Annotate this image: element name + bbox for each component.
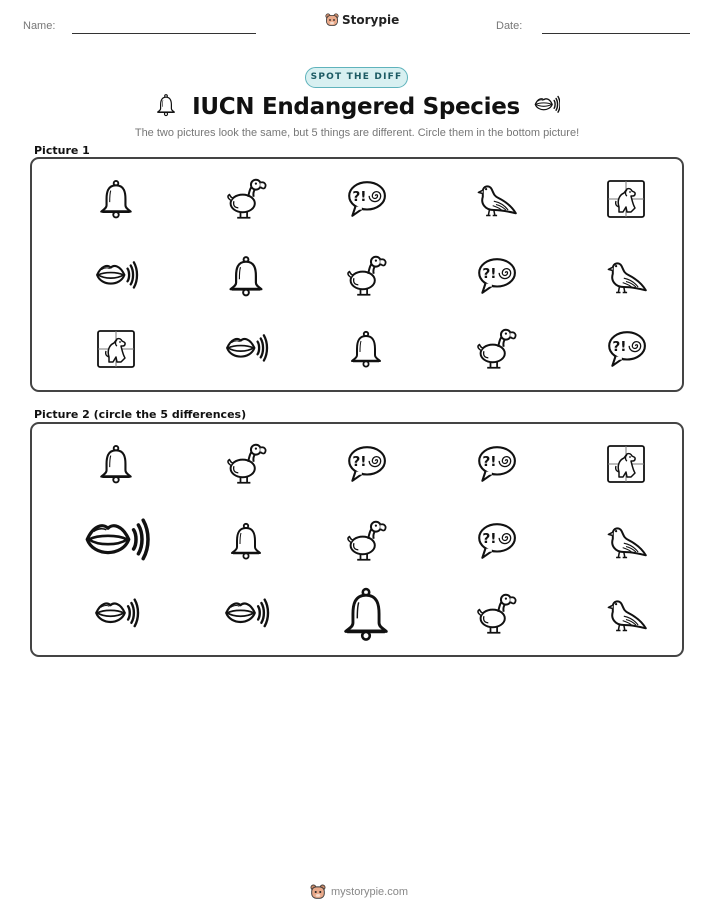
picture-2-cell-r2-c4[interactable] [475,520,517,562]
bell-icon [337,585,395,643]
picture-2-cell-r3-c1[interactable] [94,592,138,636]
dodo-bird-icon [344,519,388,563]
speech-bubble-icon [345,443,387,485]
speaking-lips-icon [84,509,148,573]
picture-2-cell-r1-c2[interactable] [224,442,268,486]
dodo-bird-icon [474,327,518,371]
dodo-bird-icon [224,177,268,221]
name-label: Name: [23,20,56,32]
picture-1-cell-r3-c2 [225,328,267,370]
bell-icon [95,443,137,485]
speaking-lips-icon [224,592,268,636]
svg-text:?!: ?! [482,454,497,471]
picture-1-panel [30,157,684,392]
speaking-lips-icon [95,255,137,297]
title-row [0,92,714,122]
spot-the-diff-badge: SPOT THE DIFF [305,67,408,88]
bear-mascot-icon [325,13,339,27]
puzzle-dog-icon [606,444,646,484]
bell-icon [154,93,178,121]
puzzle-dog-icon [606,179,646,219]
picture-2-cell-r2-c1[interactable] [84,509,148,573]
date-label: Date: [496,20,523,32]
picture-1-cell-r3-c3 [346,329,386,369]
picture-2-cell-r3-c5[interactable] [604,592,648,636]
bell-icon [226,521,266,561]
bell-icon [154,93,178,117]
pigeon-icon [604,519,648,563]
date-field[interactable] [542,33,690,34]
picture-1-cell-r1-c5 [606,179,646,219]
picture-1-cell-r1-c3 [345,178,387,220]
speaking-lips-icon [94,592,138,636]
picture-1-label: Picture 1 [34,144,90,157]
page-title: IUCN Endangered Species [192,94,520,120]
svg-text:?!: ?! [352,189,367,206]
svg-text:?!: ?! [612,339,627,356]
speech-bubble-icon [605,328,647,370]
dodo-bird-icon [474,592,518,636]
picture-2-cell-r3-c3[interactable] [337,585,395,643]
picture-1-cell-r2-c5 [604,254,648,298]
picture-1-cell-r3-c4 [474,327,518,371]
picture-2-label: Picture 2 (circle the 5 differences) [34,408,247,421]
picture-2-cell-r2-c5[interactable] [604,519,648,563]
picture-2-cell-r1-c4[interactable] [475,443,517,485]
bell-icon [346,329,386,369]
picture-1-cell-r1-c4 [474,177,518,221]
picture-1-cell-r1-c1 [95,178,137,220]
pigeon-icon [604,254,648,298]
speech-bubble-icon [475,443,517,485]
bell-icon [95,178,137,220]
picture-2-cell-r1-c1[interactable] [95,443,137,485]
svg-text:?!: ?! [482,531,497,548]
picture-1-cell-r1-c2 [224,177,268,221]
instructions: The two pictures look the same, but 5 things are different. Circle them in the bottom picture! [134,127,580,139]
picture-2-panel[interactable] [30,422,684,657]
svg-text:?!: ?! [352,454,367,471]
bear-mascot-icon [310,884,326,900]
bell-icon [224,254,268,298]
picture-2-cell-r3-c2[interactable] [224,592,268,636]
name-field[interactable] [72,33,256,34]
dodo-bird-icon [344,254,388,298]
pigeon-icon [474,177,518,221]
speaking-lips-icon [534,92,560,122]
picture-1-cell-r3-c1 [96,329,136,369]
footer [310,884,408,900]
speech-bubble-icon [475,520,517,562]
picture-2-cell-r2-c3[interactable] [344,519,388,563]
picture-2-cell-r1-c3[interactable] [345,443,387,485]
picture-2-cell-r3-c4[interactable] [474,592,518,636]
brand-name: Storypie [342,13,400,27]
brand-logo [325,13,399,27]
picture-2-cell-r1-c5[interactable] [606,444,646,484]
footer-site: mystorypie.com [331,886,409,898]
svg-text:?!: ?! [482,266,497,283]
dodo-bird-icon [224,442,268,486]
picture-1-cell-r2-c3 [344,254,388,298]
picture-2-cell-r2-c2[interactable] [226,521,266,561]
picture-1-cell-r2-c1 [95,255,137,297]
picture-1-cell-r2-c2 [224,254,268,298]
speaking-lips-icon [225,328,267,370]
speaking-lips-icon [534,92,560,118]
pigeon-icon [604,592,648,636]
speech-bubble-icon [475,255,517,297]
puzzle-dog-icon [96,329,136,369]
picture-1-cell-r2-c4 [475,255,517,297]
speech-bubble-icon [345,178,387,220]
picture-1-cell-r3-c5 [605,328,647,370]
